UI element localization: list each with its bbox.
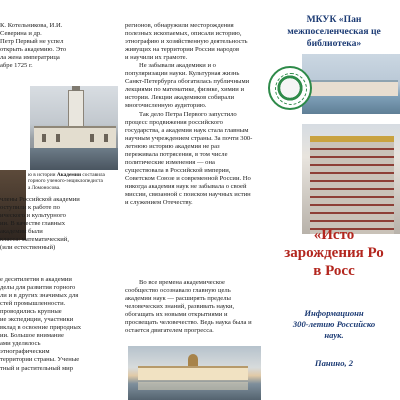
text-line: популяризации науки. Культурная жизнь	[125, 70, 240, 78]
text-line: члены Российской академии	[0, 196, 80, 203]
kunstkamera-photo	[30, 86, 118, 170]
text-line: ии. В качестве главных	[0, 220, 65, 228]
text-line: оступили к работе по	[0, 204, 60, 212]
text-line: Советском Союзе и современной России. Но	[125, 174, 251, 182]
text-line: е десятилетия в академии	[0, 276, 72, 283]
text-line: остается двигателем прогресса.	[125, 327, 214, 335]
text-line: Санкт-Петербурга обогатилась публичными	[125, 78, 250, 86]
text-line: регионов, обнаружили месторождения	[125, 22, 234, 29]
text-line: живущих на территории России народов	[125, 46, 240, 54]
text-line: процесс продвижения российского	[125, 118, 223, 126]
text-line: ла жена императрица	[0, 54, 60, 62]
text-line: многочисленную аудиторию.	[125, 102, 207, 110]
left-text-block-3	[0, 276, 118, 373]
text-line: научным учреждением страны. За почти 300-	[125, 134, 253, 142]
text-line: тный и растительный мир	[0, 364, 73, 372]
text-line: вклад в освоение природных	[0, 324, 82, 332]
text-line: академии наук — расширять пределы	[125, 295, 231, 303]
text-line: абре 1725 г.	[0, 62, 33, 70]
text-line: Северина и др.	[0, 30, 42, 38]
text-line: миссии, связанной с поиском научных истин	[125, 190, 251, 198]
text-line: Так дело Петра Первого запустило	[139, 110, 237, 118]
text-line: никогда академия наук не забывала о своей	[125, 182, 247, 190]
text-line: ического и культурного	[0, 212, 66, 220]
text-line: летнюю историю академия не раз	[125, 142, 220, 150]
middle-panel	[125, 0, 264, 400]
academy-building-photo	[128, 346, 261, 400]
text-line: делы для развития горного	[0, 284, 76, 292]
text-line: переживала потрясения, в том числе	[125, 150, 228, 158]
left-text-block-1	[0, 22, 118, 70]
text-line: (или естественный)	[0, 244, 56, 252]
booklet-title: «Исто зарождения Ро в Росс	[284, 227, 384, 279]
text-line: просвещать человечество. Ведь наука была и	[125, 319, 252, 327]
left-text-block-2	[0, 196, 118, 252]
text-line: ие экспедиции, участники	[0, 316, 74, 324]
text-line: полезных ископаемых, описали историю,	[125, 30, 242, 38]
text-line: государства, а академия наук стала главным	[125, 126, 249, 134]
academy-tower-photo	[302, 124, 400, 234]
text-line: этнографическим	[0, 348, 50, 356]
text-line: этнографию и хозяйственную деятельность	[125, 38, 248, 46]
text-line: истории. Лекции академиков собирали	[125, 94, 235, 102]
left-panel	[0, 0, 118, 400]
library-name: МКУК «Пан межпоселенческая це библиотека»	[287, 14, 381, 49]
text-line: Не забывали академики и о	[139, 62, 216, 70]
text-line: открыть академию. Это	[0, 46, 67, 54]
booklet-subtitle: Информационн 300-летию Российско наук.	[292, 308, 376, 340]
text-line: Во все времена академическое	[139, 279, 225, 286]
text-line: политические изменения — она	[125, 158, 215, 166]
text-line: территории страны. Ученые	[0, 356, 80, 364]
middle-text-block-1	[125, 22, 264, 207]
text-line: ли и в других значимых для	[0, 292, 79, 300]
st-petersburg-photo	[302, 54, 400, 114]
text-line: и служением Отечеству.	[125, 199, 193, 207]
text-line: существовала в Российской империи,	[125, 166, 231, 174]
text-line: академии были	[0, 228, 43, 236]
text-line: ами уделялось	[0, 340, 41, 348]
middle-text-block-2	[125, 279, 264, 335]
text-line: Петр Первый не успел	[0, 38, 64, 46]
text-line: обогащать их новыми открытиями и	[125, 311, 228, 319]
text-line: К. Котельникова, И.И.	[0, 22, 63, 29]
text-line: проводились крупные	[0, 308, 62, 316]
text-line: стей промышленности.	[0, 300, 66, 308]
right-panel	[268, 0, 400, 400]
text-line: человеческих знаний, развивать науки,	[125, 303, 235, 311]
text-line: класса: математический,	[0, 236, 69, 244]
city-year: Панино, 2	[314, 358, 354, 368]
text-line: и научили их грамоте.	[125, 54, 188, 62]
text-line: ии. Большое внимание	[0, 332, 64, 340]
photo-caption: ю в истории Академии составила горного ученого-энциклопедиста а Ломоносова.	[28, 172, 105, 191]
academy-emblem-icon	[268, 66, 312, 110]
text-line: сообщество осознавало главную цель	[125, 287, 231, 295]
text-line: лекциями по математике, физике, химии и	[125, 86, 245, 94]
